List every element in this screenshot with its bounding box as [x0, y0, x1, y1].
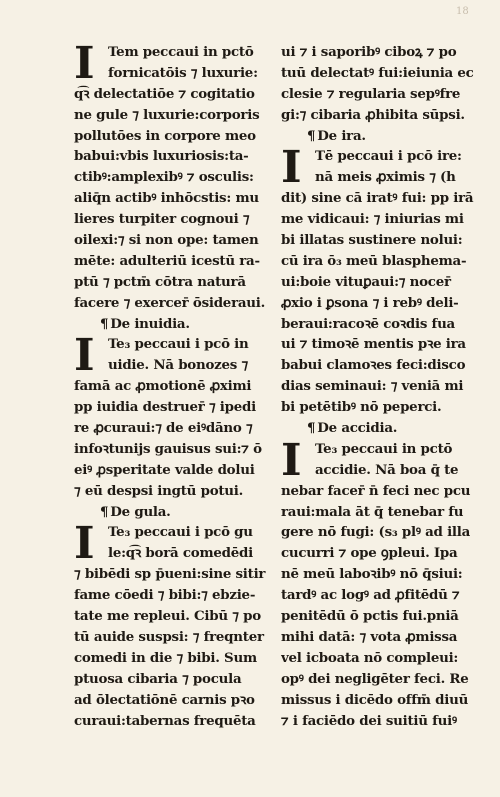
text-line: uidie. Nā bonozes ⁊	[108, 357, 248, 374]
paragraph-luxuria	[74, 38, 270, 314]
pilcrow-icon: ¶	[307, 127, 316, 144]
paragraph-ira	[281, 142, 481, 418]
text-line: famā ac ꝓmotionē ꝓximi	[74, 378, 252, 395]
text-line: ui:boie vituꝑaui:⁊ nocer̄	[281, 273, 451, 290]
text-line: vel icboata nō compleui:	[281, 649, 459, 666]
text-line: tate me repleui. Cibū ⁊ po	[74, 608, 261, 625]
text-line: ui ⁊ timoꝛē mentis pꝛe ira	[281, 336, 466, 353]
text-line: dias seminaui: ⁊ veniā mi	[281, 378, 464, 395]
text-line: re ꝓcuraui:⁊ de eiꝰdāno ⁊	[74, 420, 253, 437]
text-line: gi:⁊ cibaria ꝓhibita sūpsi.	[281, 106, 465, 123]
text-line: nā meis ꝓximis ⁊ (h	[315, 169, 456, 186]
text-line: lieres turpiter cognoui ⁊	[74, 211, 250, 228]
text-line: ctibꝰ:amplexibꝰ ⁊ osculis:	[74, 169, 254, 186]
heading-text: De accidia.	[317, 420, 398, 437]
text-line: accidie. Nā boa q̄ te	[315, 461, 459, 478]
initial-letter: I	[281, 142, 302, 194]
text-line: cū ira ō₃ meū blasphema-	[281, 252, 467, 269]
text-line: q͡ꝛ delectatiōe ⁊ cogitatio	[74, 85, 255, 102]
text-line: nebar facer̄ n̄ feci nec pcu	[281, 482, 471, 499]
pilcrow-icon: ¶	[307, 420, 316, 437]
initial-letter: I	[74, 518, 95, 570]
paragraph-accidia	[281, 434, 481, 731]
initial-letter: I	[74, 330, 95, 382]
text-line: ui ⁊ i saporibꝰ ciboꝝ ⁊ po	[281, 44, 457, 60]
right-column	[281, 42, 481, 731]
text-line: Te₃ peccaui i pcō in	[108, 336, 249, 353]
text-line: Tem peccaui in pctō	[108, 44, 254, 60]
text-line: penitēdū ō pctis fui.pniā	[281, 608, 459, 625]
text-line: clesie ⁊ regularia sepꝰfre	[281, 85, 461, 102]
heading-text: De ira.	[317, 127, 366, 144]
text-line: beraui:racoꝛē coꝛdis fua	[281, 315, 455, 332]
text-line: bi petētibꝰ nō peperci.	[281, 399, 442, 416]
text-line: infoꝛtunijs gauisus sui:⁊ ō	[74, 440, 262, 457]
text-line: ⁊ bibēdi sp p̄ueni:sine sitir	[74, 566, 266, 583]
text-line: gere nō fugi: (s₃ plꝰ ad illa	[281, 524, 471, 541]
text-line: ptuosa cibaria ⁊ pocula	[74, 670, 242, 687]
text-line: raui:mala āt q̄ tenebar fu	[281, 503, 464, 520]
text-line: missus i dicēdo offm̄ diuū	[281, 691, 469, 708]
text-line: fornicatōis ⁊ luxurie:	[108, 64, 258, 81]
text-line: pp iuidia destruer̄ ⁊ ipedi	[74, 399, 256, 416]
text-line: facere ⁊ exercer̄ ōsideraui.	[74, 294, 266, 311]
text-line: babui clamoꝛes feci:disco	[281, 357, 466, 374]
text-line: comedi in die ⁊ bibi. Sum	[74, 649, 257, 666]
text-line: Te₃ peccaui in pctō	[315, 440, 453, 457]
section-heading	[74, 502, 270, 523]
text-line: ne gule ⁊ luxurie:corporis	[74, 106, 260, 123]
text-line: Tē peccaui i pcō ire:	[315, 148, 462, 165]
text-line: bi illatas sustinere nolui:	[281, 232, 463, 249]
folio-number: 18	[456, 6, 469, 17]
initial-letter: I	[74, 38, 95, 89]
text-line: ꝓxio i ꝑsona ⁊ i rebꝰ deli-	[281, 294, 459, 311]
paragraph-inuidia	[74, 330, 270, 501]
section-heading	[74, 314, 270, 335]
pilcrow-icon: ¶	[100, 315, 109, 332]
text-line: ⁊ eū despsi ingtū potui.	[74, 482, 244, 499]
heading-text: De inuidia.	[110, 315, 190, 332]
text-line: tū auide suspsi: ⁊ freqnter	[74, 628, 264, 645]
text-line: tuū delectatꝰ fui:ieiunia ec	[281, 64, 474, 81]
text-line: tardꝰ ac logꝰ ad ꝓfitēdū ⁊	[281, 587, 460, 604]
text-line: mēte: adulteriū icestū ra-	[74, 252, 260, 269]
text-line: ptū ⁊ pctm̄ cōtra naturā	[74, 273, 246, 290]
text-line: me vidicaui: ⁊ iniurias mi	[281, 211, 464, 228]
text-line: mihi datā: ⁊ vota ꝓmissa	[281, 628, 458, 645]
section-heading	[281, 126, 481, 147]
left-column	[74, 38, 270, 731]
text-line: ⁊ i faciēdo dei suitiū fuiꝰ	[281, 712, 457, 729]
text-line: aliq̄n actibꝰ inhōcstis: mu	[74, 190, 259, 207]
section-heading	[281, 418, 481, 439]
text-line: le:q͡ꝛ borā comedēdi	[108, 545, 253, 562]
text-line: pollutōes in corpore meo	[74, 127, 256, 144]
text-line: fame cōedi ⁊ bibi:⁊ ebzie-	[74, 587, 256, 604]
text-line: curaui:tabernas frequēta	[74, 712, 256, 729]
text-line: nē meū laboꝛibꝰ nō q̄siui:	[281, 566, 463, 583]
heading-text: De gula.	[110, 503, 171, 520]
text-line: opꝰ dei negligēter feci. Re	[281, 670, 469, 687]
text-line: cucurri ⁊ ope ꝯpleui. Ipa	[281, 545, 458, 562]
paragraph-gula-cont	[281, 42, 481, 126]
pilcrow-icon: ¶	[100, 503, 109, 520]
text-line: Te₃ peccaui i pcō gu	[108, 524, 253, 541]
text-line: dit) sine cā iratꝰ fui: pp irā	[281, 190, 474, 207]
initial-letter: I	[281, 434, 302, 486]
paragraph-gula	[74, 518, 270, 731]
text-line: eiꝰ ꝓsperitate valde dolui	[74, 461, 255, 478]
text-line: babui:vbis luxuriosis:ta-	[74, 148, 249, 165]
text-line: oilexi:⁊ si non ope: tamen	[74, 232, 259, 249]
text-line: ad ōlectatiōnē carnis pꝛo	[74, 691, 255, 708]
